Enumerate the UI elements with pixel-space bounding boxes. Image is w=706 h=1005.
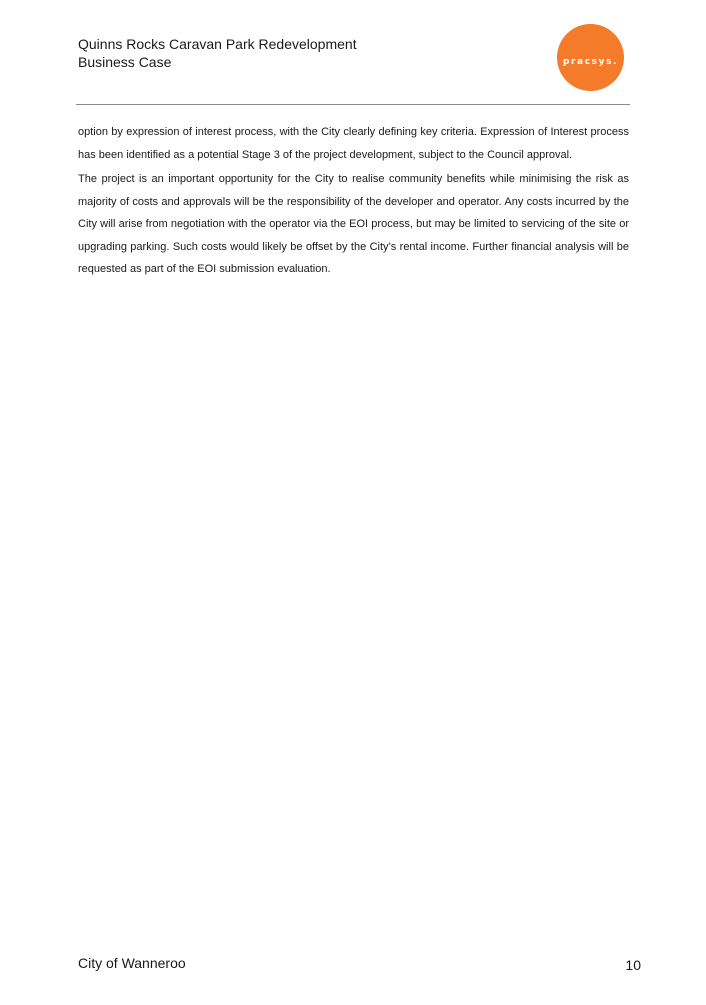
footer-organisation: City of Wanneroo [78, 955, 186, 971]
header-divider [76, 104, 630, 105]
paragraph-2: The project is an important opportunity for the City to realise community benefits while minimising the risk as majority of costs and approvals will be the responsibility of the developer and operator. Any costs incurred by the City will arise from negotiation with the operator via the EOI process, but may be limited to servicing of the site or upgrading parking. Such costs would likely be offset by the City’s rental income. Further financial analysis will be requested as part of the EOI submission evaluation. [78, 173, 629, 275]
page-number: 10 [625, 957, 641, 973]
pracsys-logo [557, 24, 624, 91]
paragraph-1: option by expression of interest process, with the City clearly defining key criteria. Expression of Interest process has been identified as a potential Stage 3 of the project development, subject to the Council approval. [78, 126, 629, 161]
header-title-line-1: Quinns Rocks Caravan Park Redevelopment [78, 36, 357, 52]
document-header [78, 35, 357, 71]
header-title-line-2: Business Case [78, 54, 172, 70]
logo-text: pracsys. [562, 56, 619, 67]
body-text [78, 121, 629, 283]
